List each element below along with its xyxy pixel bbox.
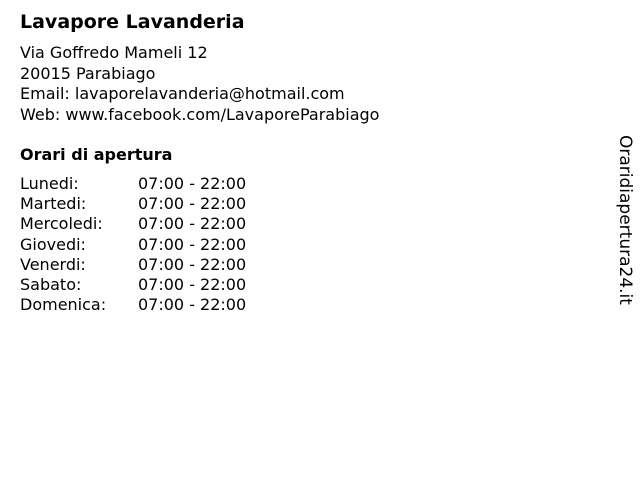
- time-range: 07:00 - 22:00: [138, 234, 247, 254]
- time-range: 07:00 - 22:00: [138, 295, 247, 315]
- email-line: Email: lavaporelavanderia@hotmail.com: [20, 84, 345, 103]
- time-range: 07:00 - 22:00: [138, 274, 247, 294]
- web-line: Web: www.facebook.com/LavaporeParabiago: [20, 104, 380, 124]
- time-range: 07:00 - 22:00: [138, 254, 247, 274]
- business-name: Lavapore Lavanderia: [20, 11, 245, 33]
- day-label: Giovedi:: [20, 234, 86, 254]
- day-label: Domenica:: [20, 295, 107, 315]
- postal-city: 20015 Parabiago: [20, 63, 156, 83]
- street-address: Via Goffredo Mameli 12: [20, 43, 208, 62]
- site-watermark: Oraridiapertura24.it: [615, 135, 635, 305]
- day-label: Sabato:: [20, 274, 82, 294]
- day-label: Martedi:: [20, 194, 87, 214]
- address-block: [20, 43, 379, 125]
- time-range: 07:00 - 22:00: [138, 214, 247, 234]
- day-label: Venerdi:: [20, 254, 86, 274]
- day-label: Mercoledi:: [20, 214, 103, 234]
- time-range: 07:00 - 22:00: [138, 174, 247, 193]
- opening-hours-heading: Orari di apertura: [20, 145, 173, 164]
- time-range: 07:00 - 22:00: [138, 194, 247, 214]
- day-label: Lunedi:: [20, 174, 79, 193]
